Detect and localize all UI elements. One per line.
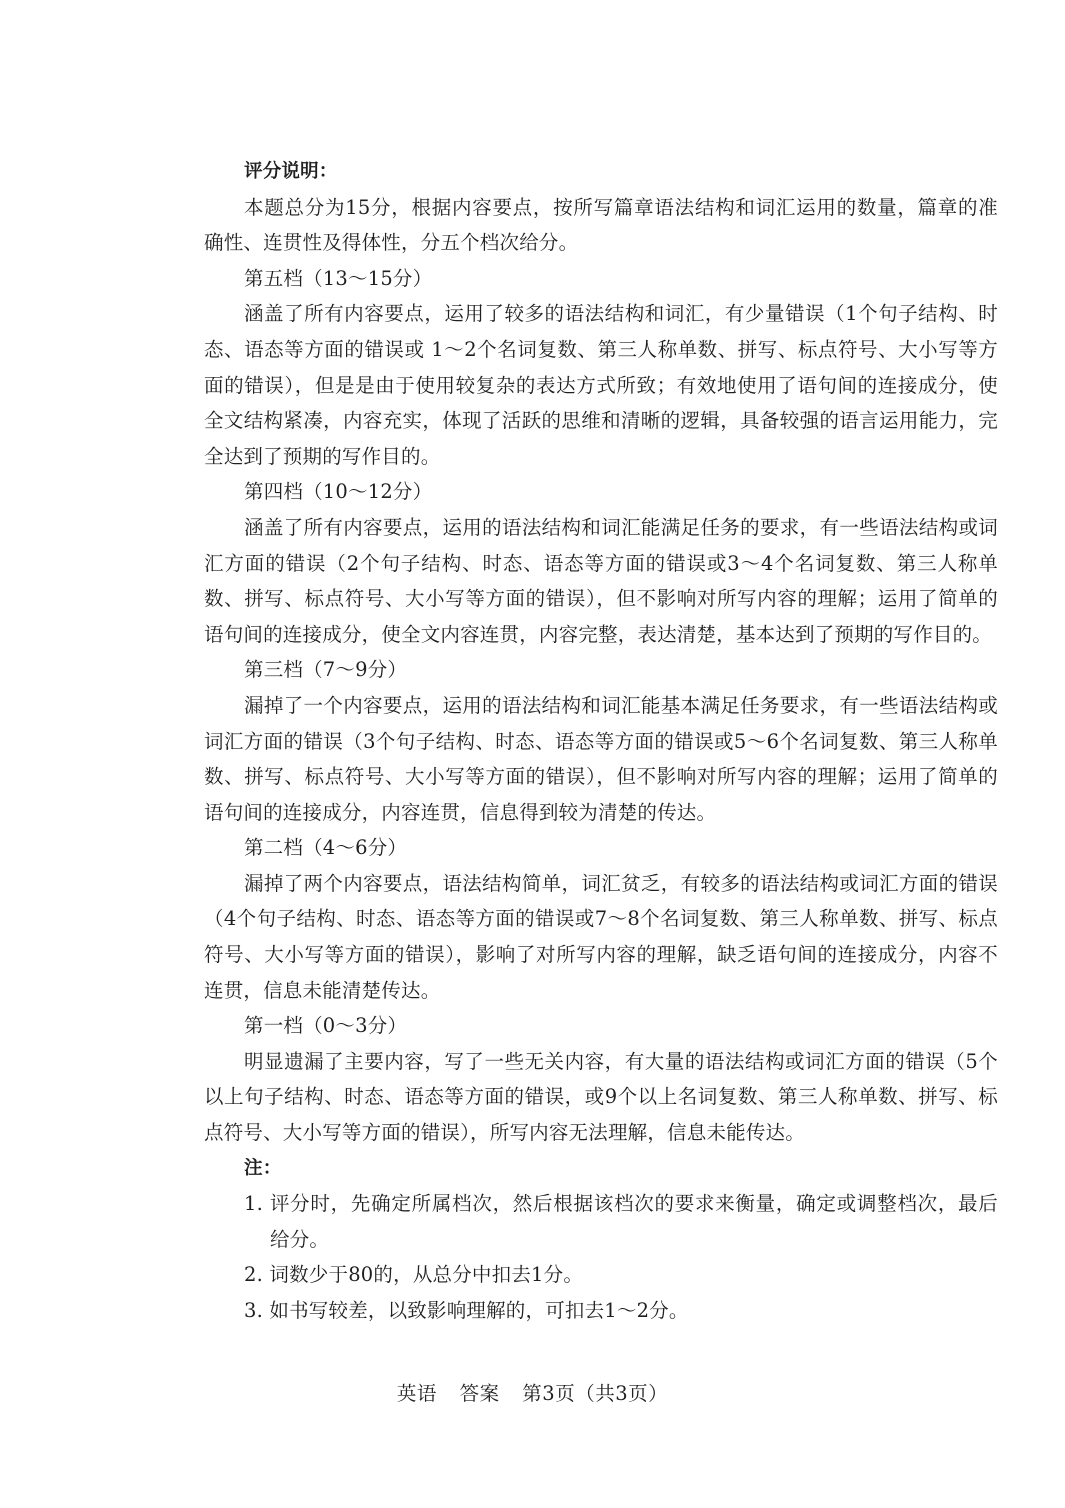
- notes-title: 注：: [244, 1157, 282, 1179]
- scoring-title: 评分说明：: [244, 161, 338, 182]
- page-footer: [0, 1378, 1065, 1406]
- note-item: 2. 词数少于80的，从总分中扣去1分。: [244, 1263, 584, 1287]
- level-3-desc: 漏掉了一个内容要点，运用的语法结构和词汇能基本满足任务要求，有一些语法结构或词汇方面的错误（3个句子结构、时态、语态等方面的错误或5～6个名词复数、第三人称单数、拼写、标点符号、大小写等方面的错误），但不影响对所写内容的理解；运用了简单的语句间的连接成分，内容连贯，信息得到较为清楚的传达。: [204, 693, 998, 824]
- scoring-document: [204, 154, 998, 1329]
- level-5-label: 第五档（13～15分）: [244, 266, 433, 290]
- footer-type: 答案: [459, 1382, 500, 1405]
- level-2-desc: 漏掉了两个内容要点，语法结构简单，词汇贫乏，有较多的语法结构或词汇方面的错误（4个句子结构、时态、语态等方面的错误或7～8个名词复数、第三人称单数、拼写、标点符号、大小写等方面的错误），影响了对所写内容的理解，缺乏语句间的连接成分，内容不连贯，信息未能清楚传达。: [204, 871, 998, 1002]
- note-item: 1. 评分时，先确定所属档次，然后根据该档次的要求来衡量，确定或调整档次，最后给分。: [244, 1192, 998, 1251]
- footer-page-number: 第3页（共3页）: [522, 1382, 669, 1405]
- note-item: 3. 如书写较差，以致影响理解的，可扣去1～2分。: [244, 1299, 689, 1322]
- scoring-intro: 本题总分为15分，根据内容要点，按所写篇章语法结构和词汇运用的数量，篇章的准确性、连贯性及得体性，分五个档次给分。: [204, 195, 998, 255]
- level-3-label: 第三档（7～9分）: [244, 658, 408, 682]
- level-1-label: 第一档（0～3分）: [244, 1014, 408, 1038]
- footer-subject: 英语: [396, 1382, 437, 1405]
- level-1-desc: 明显遗漏了主要内容，写了一些无关内容，有大量的语法结构或词汇方面的错误（5个以上句子结构、时态、语态等方面的错误，或9个以上名词复数、第三人称单数、拼写、标点符号、大小写等方面的错误），所写内容无法理解，信息未能传达。: [204, 1049, 998, 1145]
- level-2-label: 第二档（4～6分）: [244, 836, 408, 860]
- level-4-desc: 涵盖了所有内容要点，运用的语法结构和词汇能满足任务的要求，有一些语法结构或词汇方面的错误（2个句子结构、时态、语态等方面的错误或3～4个名词复数、第三人称单数、拼写、标点符号、大小写等方面的错误），但不影响对所写内容的理解；运用了简单的语句间的连接成分，使全文内容连贯，内容完整，表达清楚，基本达到了预期的写作目的。: [204, 515, 998, 646]
- level-4-label: 第四档（10～12分）: [244, 480, 433, 504]
- level-5-desc: 涵盖了所有内容要点，运用了较多的语法结构和词汇，有少量错误（1个句子结构、时态、语态等方面的错误或 1～2个名词复数、第三人称单数、拼写、标点符号、大小写等方面的错误），但是是由于使用较复杂的表达方式所致；有效地使用了语句间的连接成分，使全文结构紧凑，内容充实，体现了活跃的思维和清晰的逻辑，具备较强的语言运用能力，完全达到了预期的写作目的。: [204, 302, 998, 468]
